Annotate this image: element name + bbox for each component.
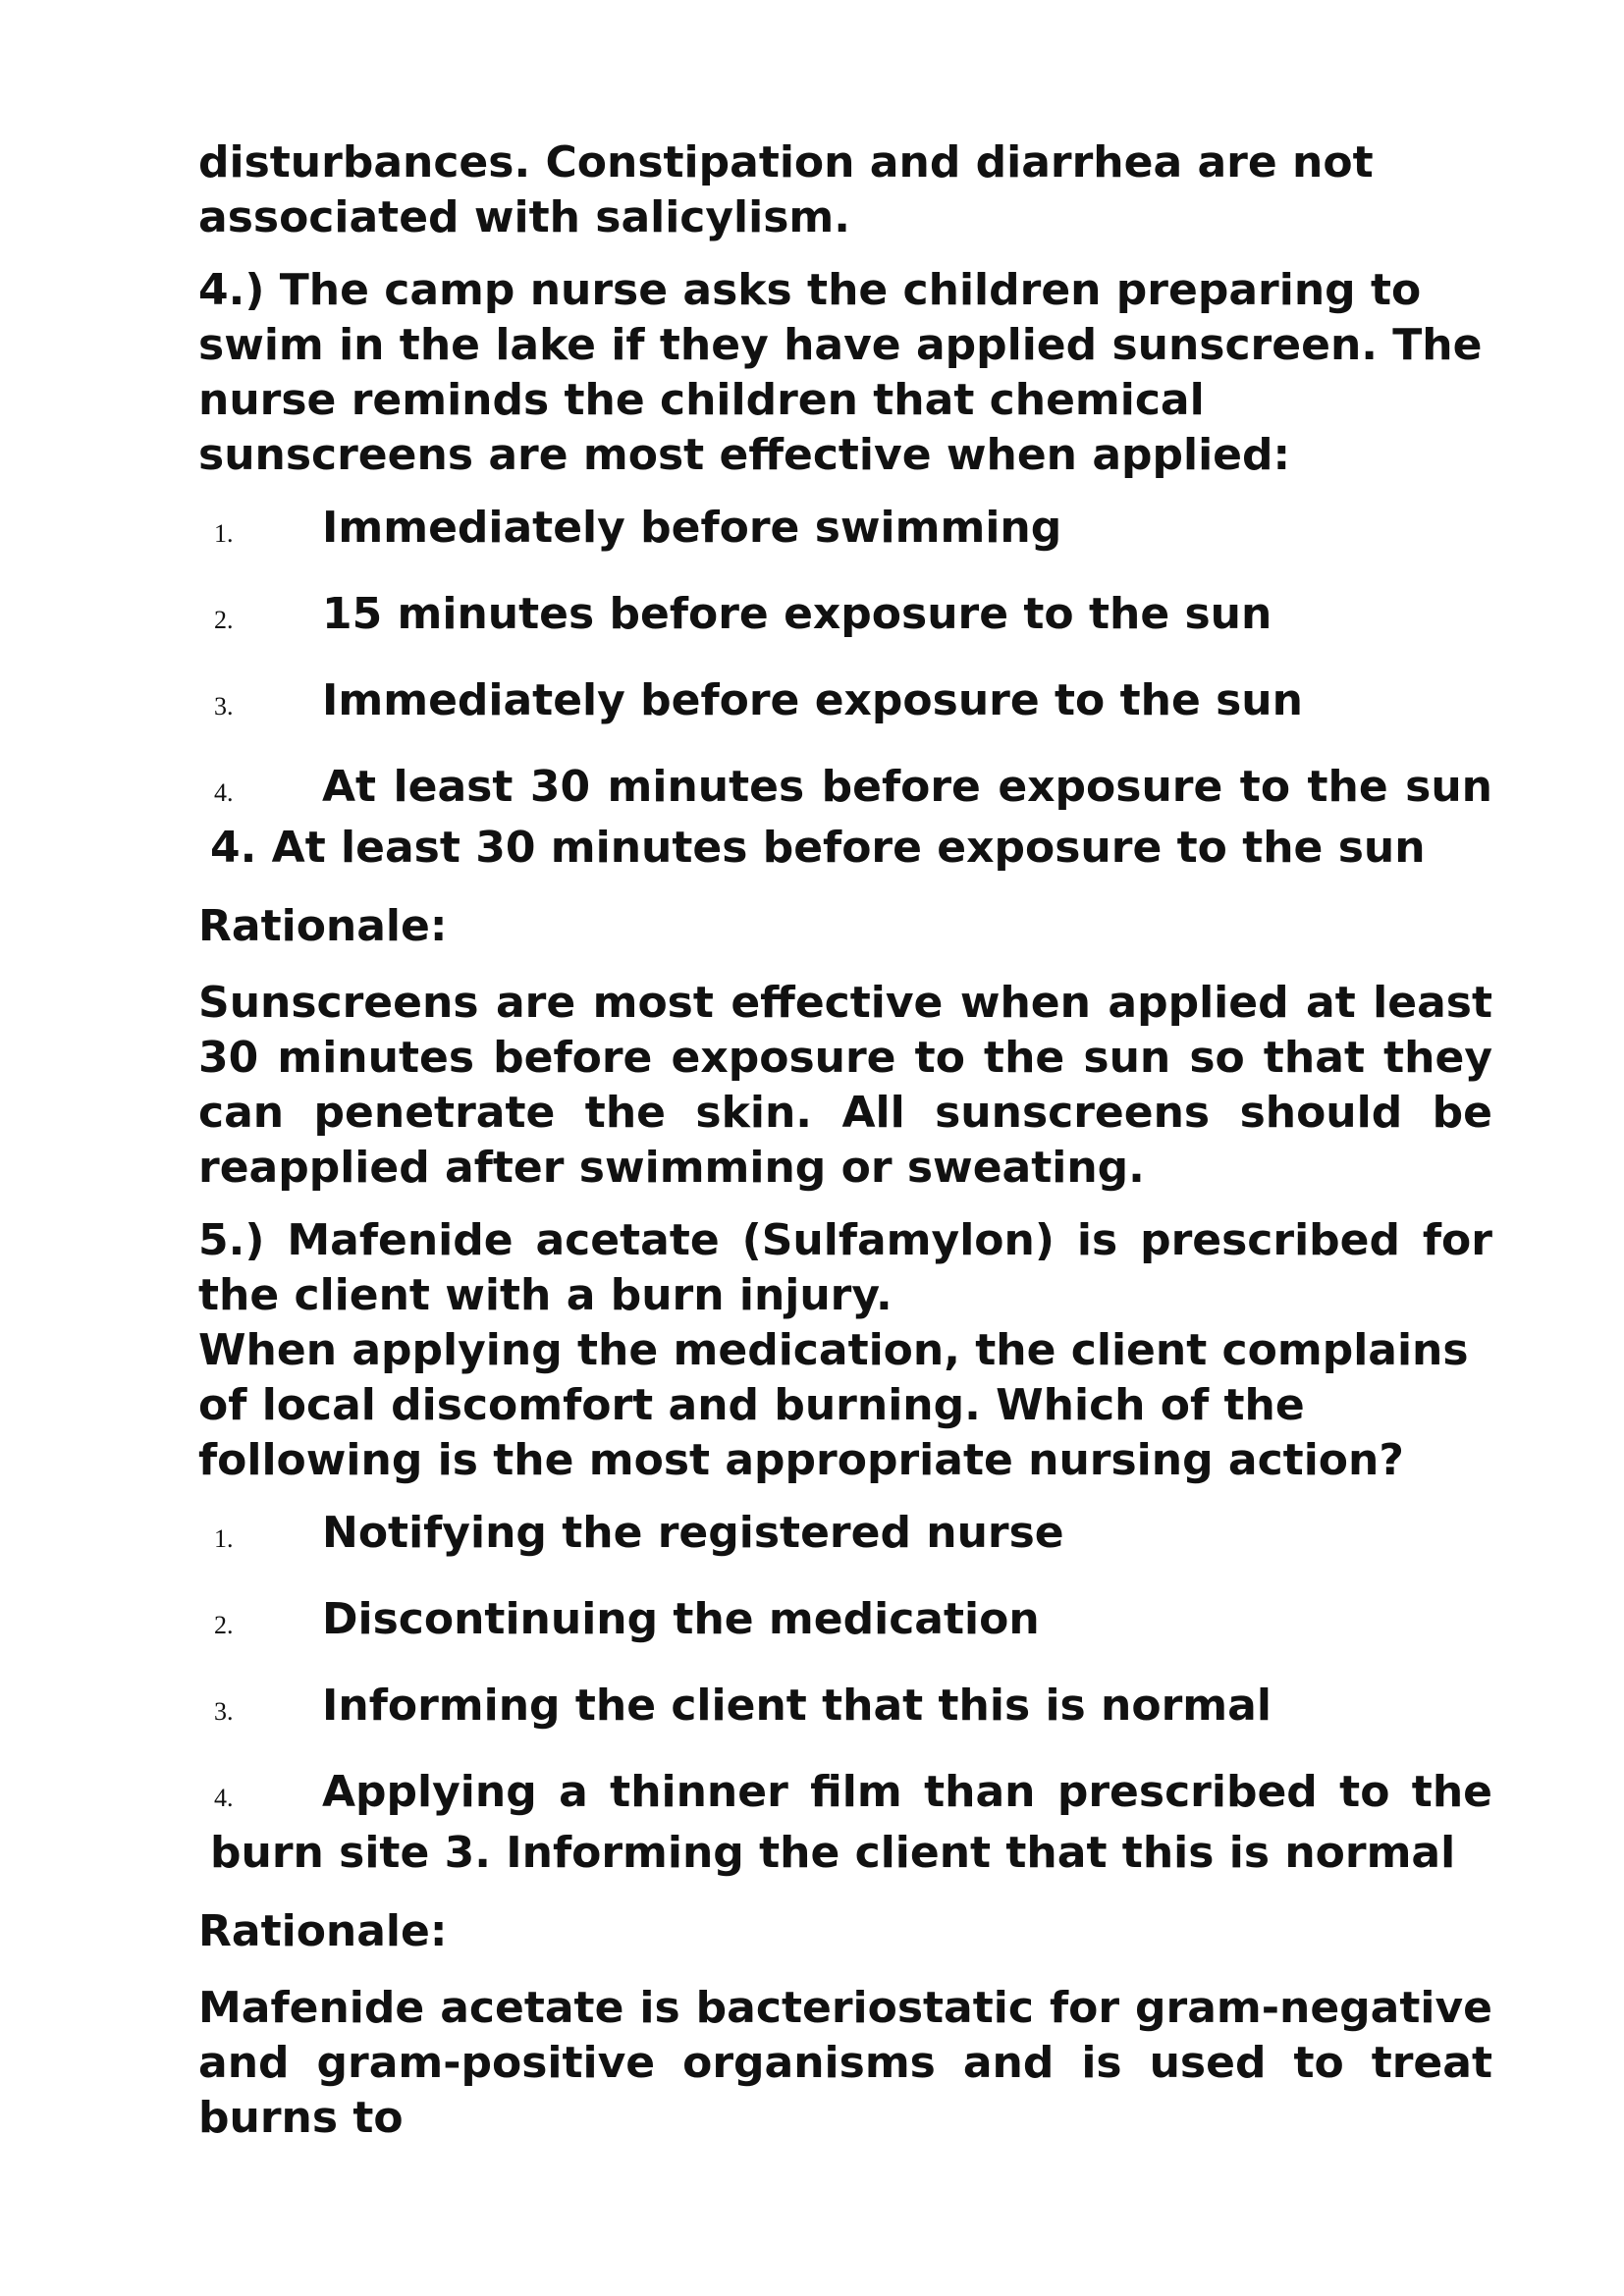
option-item-with-answer [198, 760, 1492, 876]
option-number: 4. [214, 1784, 234, 1812]
option-number: 1. [214, 519, 234, 548]
option-number: 3. [214, 692, 234, 721]
question-4 [198, 263, 1492, 1196]
option-text: Discontinuing the medication [322, 1594, 1040, 1644]
rationale-heading: Rationale: [198, 1906, 448, 1956]
option-item [198, 1679, 1492, 1739]
option-item [198, 1506, 1492, 1567]
option-text: Immediately before exposure to the sun [322, 675, 1303, 725]
question-4-options [198, 501, 1492, 876]
option-text: Applying a thinner film than prescribed to the burn site 3. Informing the client that this is normal [210, 1767, 1492, 1878]
option-text: At least 30 minutes before exposure to the sun 4. At least 30 minutes before exposure to the sun [210, 762, 1492, 873]
rationale-heading: Rationale: [198, 901, 448, 951]
option-item [198, 673, 1492, 734]
document-page [198, 135, 1492, 2163]
rationale-text: Mafenide acetate is bacteriostatic for gram-negative and gram-positive organisms and is used to treat burns to [198, 1983, 1492, 2143]
option-item [198, 587, 1492, 648]
option-number: 3. [214, 1697, 234, 1726]
rationale-text: Sunscreens are most effective when applied at least 30 minutes before exposure to the sun so that they can penetrate the skin. All sunscreens should be reapplied after swimming or sweating. [198, 978, 1492, 1193]
option-number: 2. [214, 1611, 234, 1639]
intro-paragraph: disturbances. Constipation and diarrhea are not associated with salicylism. [198, 137, 1374, 242]
option-text: Notifying the registered nurse [322, 1508, 1064, 1558]
question-5-stem-line2: When applying the medication, the client complains of local discomfort and burning. Which of the following is the most appropriate nursing action? [198, 1325, 1469, 1485]
option-item [198, 501, 1492, 561]
option-item [198, 1592, 1492, 1653]
option-number: 1. [214, 1524, 234, 1553]
option-text: Informing the client that this is normal [322, 1681, 1272, 1731]
question-5 [198, 1213, 1492, 2146]
option-item-with-answer [198, 1765, 1492, 1881]
option-text: Immediately before swimming [322, 503, 1062, 553]
option-number: 4. [214, 778, 234, 807]
question-5-stem-line1: 5.) Mafenide acetate (Sulfamylon) is prescribed for the client with a burn injury. [198, 1215, 1492, 1320]
question-5-options [198, 1506, 1492, 1881]
option-text: 15 minutes before exposure to the sun [322, 589, 1272, 639]
question-4-stem: 4.) The camp nurse asks the children preparing to swim in the lake if they have applied sunscreen. The nurse reminds the children that chemical sunscreens are most effective when applied: [198, 265, 1483, 480]
option-number: 2. [214, 606, 234, 634]
